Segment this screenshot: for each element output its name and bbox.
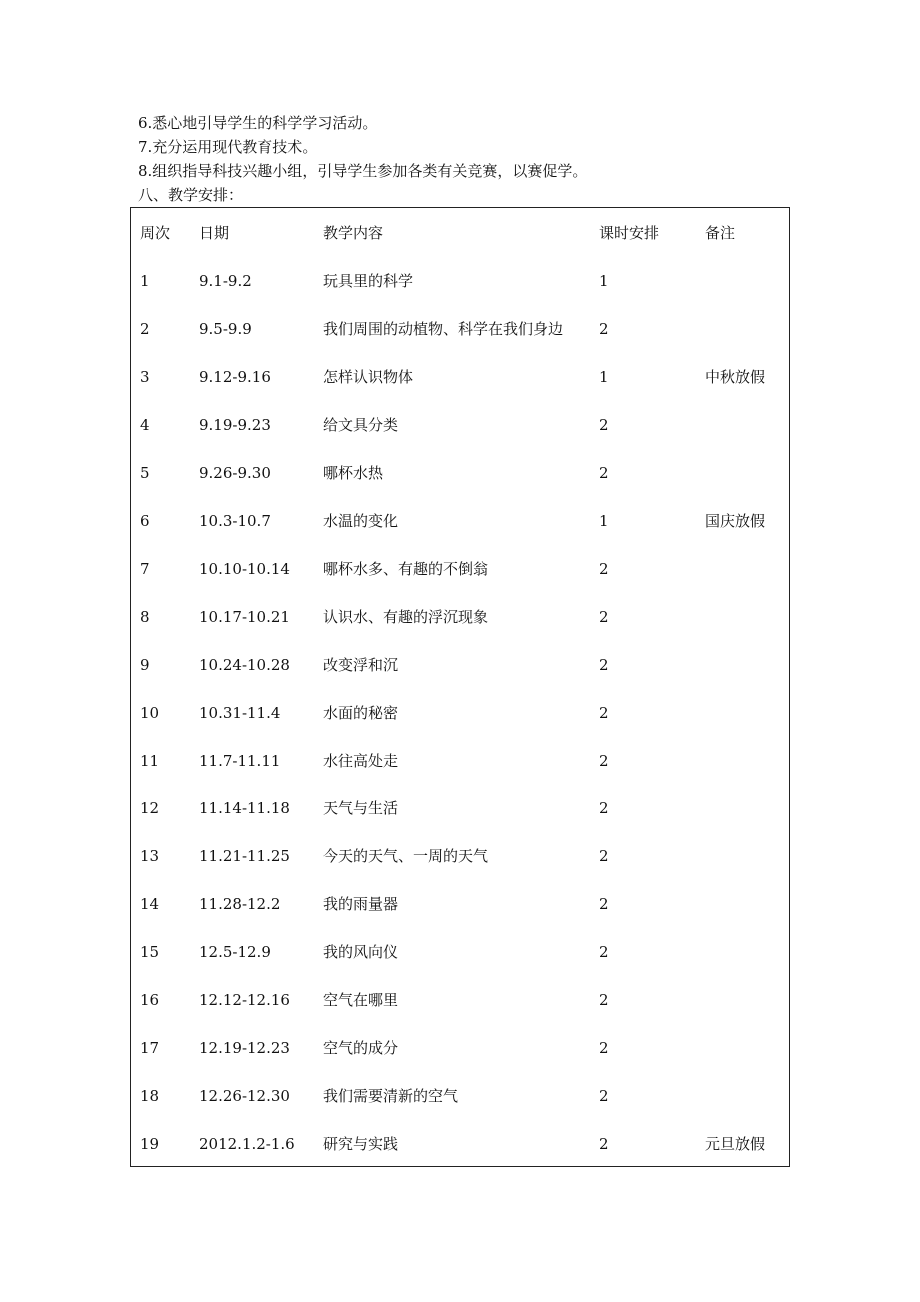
paragraph-item-6: 6.悉心地引导学生的科学学习活动。 <box>138 114 378 132</box>
cell-hours: 2 <box>599 991 609 1010</box>
cell-hours: 2 <box>599 463 609 482</box>
cell-hours: 2 <box>599 319 609 338</box>
cell-date: 9.1-9.2 <box>199 272 252 290</box>
header-content: 教学内容 <box>323 224 384 242</box>
cell-content: 我的雨量器 <box>323 895 399 914</box>
cell-hours: 1 <box>599 367 609 386</box>
table-row <box>131 1132 789 1156</box>
table-row <box>131 557 789 581</box>
cell-hours: 2 <box>599 799 609 818</box>
cell-hours: 1 <box>599 272 609 290</box>
table-row <box>131 940 789 964</box>
cell-content: 水温的变化 <box>323 511 399 530</box>
cell-week: 15 <box>140 943 160 962</box>
cell-content: 水往高处走 <box>323 751 399 770</box>
cell-date: 9.26-9.30 <box>199 463 271 482</box>
cell-date: 11.28-12.2 <box>199 895 281 914</box>
cell-date: 11.21-11.25 <box>199 847 290 866</box>
cell-date: 2012.1.2-1.6 <box>199 1135 295 1154</box>
cell-date: 10.24-10.28 <box>199 655 290 674</box>
cell-week: 2 <box>140 319 150 338</box>
cell-hours: 1 <box>599 511 609 530</box>
cell-week: 13 <box>140 847 160 866</box>
table-header-row <box>131 221 789 245</box>
cell-content: 改变浮和沉 <box>323 655 399 674</box>
cell-week: 8 <box>140 607 150 626</box>
cell-hours: 2 <box>599 1087 609 1106</box>
cell-date: 9.5-9.9 <box>199 319 252 338</box>
table-row <box>131 988 789 1012</box>
cell-date: 11.7-11.11 <box>199 751 281 770</box>
cell-week: 9 <box>140 655 150 674</box>
paragraph-item-8: 8.组织指导科技兴趣小组，引导学生参加各类有关竞赛，以赛促学。 <box>138 162 588 180</box>
cell-hours: 2 <box>599 1039 609 1058</box>
cell-week: 5 <box>140 463 150 482</box>
table-row <box>131 509 789 533</box>
header-hours: 课时安排 <box>599 224 660 242</box>
cell-content: 空气的成分 <box>323 1039 399 1058</box>
cell-week: 7 <box>140 559 150 578</box>
cell-date: 9.19-9.23 <box>199 415 271 434</box>
cell-hours: 2 <box>599 607 609 626</box>
cell-content: 哪杯水多、有趣的不倒翁 <box>323 559 489 578</box>
cell-date: 12.5-12.9 <box>199 943 271 962</box>
cell-note: 元旦放假 <box>705 1135 766 1154</box>
cell-content: 玩具里的科学 <box>323 272 414 290</box>
table-row <box>131 605 789 629</box>
cell-content: 我们需要清新的空气 <box>323 1087 459 1106</box>
cell-week: 14 <box>140 895 160 914</box>
cell-week: 11 <box>140 751 160 770</box>
cell-content: 水面的秘密 <box>323 703 399 722</box>
cell-note: 国庆放假 <box>705 511 766 530</box>
cell-hours: 2 <box>599 751 609 770</box>
cell-week: 1 <box>140 272 150 290</box>
cell-date: 10.31-11.4 <box>199 703 281 722</box>
cell-date: 12.12-12.16 <box>199 991 290 1010</box>
cell-date: 9.12-9.16 <box>199 367 271 386</box>
table-row <box>131 365 789 389</box>
table-row <box>131 461 789 485</box>
table-row <box>131 701 789 725</box>
section-heading-schedule: 八、教学安排： <box>138 186 244 204</box>
cell-week: 12 <box>140 799 160 818</box>
cell-content: 给文具分类 <box>323 415 399 434</box>
table-row <box>131 269 789 293</box>
table-row <box>131 844 789 868</box>
cell-week: 4 <box>140 415 150 434</box>
cell-week: 3 <box>140 367 150 386</box>
cell-date: 10.10-10.14 <box>199 559 290 578</box>
header-week: 周次 <box>140 224 171 242</box>
cell-hours: 2 <box>599 703 609 722</box>
header-note: 备注 <box>705 224 736 242</box>
cell-date: 12.19-12.23 <box>199 1039 290 1058</box>
cell-hours: 2 <box>599 895 609 914</box>
table-row <box>131 413 789 437</box>
table-row <box>131 796 789 820</box>
cell-hours: 2 <box>599 655 609 674</box>
table-row <box>131 1036 789 1060</box>
cell-hours: 2 <box>599 415 609 434</box>
cell-date: 10.3-10.7 <box>199 511 271 530</box>
cell-week: 6 <box>140 511 150 530</box>
cell-content: 认识水、有趣的浮沉现象 <box>323 607 489 626</box>
cell-hours: 2 <box>599 943 609 962</box>
table-row <box>131 653 789 677</box>
cell-date: 12.26-12.30 <box>199 1087 290 1106</box>
cell-content: 今天的天气、一周的天气 <box>323 847 489 866</box>
cell-date: 11.14-11.18 <box>199 799 290 818</box>
paragraph-item-7: 7.充分运用现代教育技术。 <box>138 138 318 156</box>
cell-note: 中秋放假 <box>705 367 766 386</box>
table-row <box>131 892 789 916</box>
cell-content: 我们周围的动植物、科学在我们身边 <box>323 319 564 338</box>
cell-content: 怎样认识物体 <box>323 367 414 386</box>
cell-hours: 2 <box>599 847 609 866</box>
cell-week: 17 <box>140 1039 160 1058</box>
schedule-table <box>130 207 790 1167</box>
cell-content: 天气与生活 <box>323 799 399 818</box>
cell-week: 19 <box>140 1135 160 1154</box>
table-row <box>131 749 789 773</box>
table-row <box>131 317 789 341</box>
cell-date: 10.17-10.21 <box>199 607 290 626</box>
cell-hours: 2 <box>599 559 609 578</box>
cell-content: 哪杯水热 <box>323 463 384 482</box>
table-row <box>131 1084 789 1108</box>
cell-content: 研究与实践 <box>323 1135 399 1154</box>
cell-week: 16 <box>140 991 160 1010</box>
cell-content: 我的风向仪 <box>323 943 399 962</box>
cell-week: 18 <box>140 1087 160 1106</box>
header-date: 日期 <box>199 224 230 242</box>
cell-content: 空气在哪里 <box>323 991 399 1010</box>
cell-week: 10 <box>140 703 160 722</box>
cell-hours: 2 <box>599 1135 609 1154</box>
